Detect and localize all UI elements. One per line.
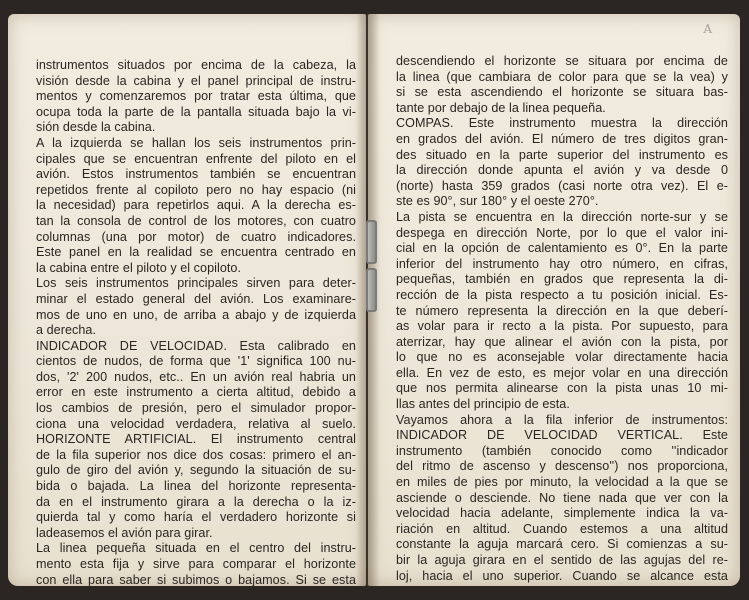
text-line: INDICADOR DE VELOCIDAD VERTICAL. Este <box>396 428 728 443</box>
text-line: des situado en la parte superior del instrumento es <box>396 147 728 162</box>
text-line: sión desde la cabina. <box>36 120 156 135</box>
text-line: mos de uno en uno, de arriba a abajo y de izquierda <box>36 307 356 322</box>
text-line: ciona una velocidad verdadera, relativa al suelo. <box>36 416 356 431</box>
text-line: te número representa la dirección en la que deberí- <box>396 303 728 318</box>
staple-top <box>366 220 377 264</box>
text-line: mentos y comenzaremos por tratar esta última, que <box>36 89 356 104</box>
staple-bottom <box>366 268 377 312</box>
text-line: INDICADOR DE VELOCIDAD. Esta calibrado en <box>36 338 356 353</box>
text-line: ste es 90°, sur 180° y el oeste 270°. <box>396 194 599 209</box>
text-line: cientos de nudos, de forma que '1' significa 100 nu- <box>36 354 356 369</box>
text-line: a derecha. <box>36 323 97 338</box>
text-line: instrumento (también conocido como ''indicador <box>396 443 728 458</box>
text-line: as volar para ir recto a la pista. Por supuesto, para <box>396 319 728 334</box>
text-line: La linea pequeña situada en el centro del instru- <box>36 541 356 556</box>
text-line: la linea (que cambiara de color para que se la vea) y <box>396 69 728 84</box>
text-line: repetidos frente al copiloto pero no hay espacio (ni <box>36 182 356 197</box>
text-line: loj, hacia el uno superior. Cuando se alcance esta <box>396 568 728 583</box>
text-line: cipales que se encuentran enfrente del piloto en el <box>36 151 356 166</box>
text-line: la dirección donde apunta el avión y va desde 0 <box>396 163 728 178</box>
text-line: de la fila superior nos dice dos cosas: primero el an- <box>36 447 356 462</box>
text-line: constante la aguja marcará cero. Si comienzas a su- <box>396 537 728 552</box>
text-line: Vayamos ahora a la fila inferior de instrumentos: <box>396 412 728 427</box>
text-line: error en este instrumento a cierta altitud, debido a <box>36 385 356 400</box>
text-line: instrumentos situados por encima de la cabeza, la <box>36 58 356 72</box>
text-line: pequeñas, también en grados que representa la di- <box>396 272 728 287</box>
text-line: quierda tal y como haría el verdadero horizonte si <box>36 510 356 525</box>
text-line: cial en la opción de calentamiento es 0°. En la parte <box>396 241 728 256</box>
text-line: bir la aguja girara en el sentido de las agujas del re- <box>396 553 728 567</box>
right-page-text <box>396 54 728 584</box>
text-line: mento esta fija y sirve para comparar el horizonte <box>36 557 356 571</box>
text-line: ocupa toda la parte de la pantalla situada bajo la vi- <box>36 104 356 119</box>
text-line: COMPAS. Este instrumento muestra la dirección <box>396 116 728 131</box>
text-line: asciende o desciende. No tiene nada que ver con la <box>396 490 728 505</box>
text-line: riación en altitud. Cuando estemos a una altitud <box>396 521 728 536</box>
text-line: inferior del instrumento hay otro número, en cifras, <box>396 256 728 271</box>
text-line: bida o bajada. La linea del horizonte representa- <box>36 479 356 494</box>
text-line: descendiendo el horizonte se situara por encima de <box>396 54 728 68</box>
text-line: rección de la pista respecto a tu posición inicial. Es- <box>396 287 728 302</box>
text-line: (norte) hasta 359 grados (casi norte otra vez). El e- <box>396 178 728 193</box>
text-line: lo que no es aconsejable volar directamente hacia <box>396 350 728 365</box>
text-line: visión desde la cabina y el panel principal de instru- <box>36 73 356 88</box>
text-line: los cambios de presión, pero el simulador propor- <box>36 401 356 416</box>
text-line: la cabina entre el piloto y el copiloto. <box>36 260 242 275</box>
text-line: del ritmo de ascenso y descenso'') nos proporciona, <box>396 459 728 474</box>
text-line: tante por debajo de la linea pequeña. <box>396 100 606 115</box>
text-line: tan la consola de control de los motores, con cuatro <box>36 213 356 228</box>
text-line: ladeasemos el avión para girar. <box>36 525 213 540</box>
text-line: ella. En vez de esto, es mejor volar en una dirección <box>396 365 728 380</box>
left-page-text <box>36 58 356 586</box>
text-line: La pista se encuentra en la dirección norte-sur y se <box>396 209 728 224</box>
text-line: la necesidad) para repetirlos aqui. A la derecha es- <box>36 198 356 213</box>
text-line: dos, '2' 200 nudos, etc.. En un avión real habria un <box>36 369 356 384</box>
text-line: minar el estado general del avión. Los examinare- <box>36 291 356 306</box>
text-line: con ella para saber si subimos o bajamos. Si se esta <box>36 572 356 586</box>
text-line: que nos permita alinearse con la pista unas 10 mi- <box>396 381 728 396</box>
text-line: da en el instrumento girara a la derecha o la iz- <box>36 494 356 509</box>
left-page <box>8 14 366 586</box>
page-corner-mark: A <box>703 22 712 36</box>
text-line: en miles de pies por minuto, la velocidad a la que se <box>396 475 728 490</box>
right-page <box>368 14 740 586</box>
text-line: aterrizar, hay que alinear el avión con la pista, por <box>396 334 728 349</box>
text-line: si se esta ascendiendo el horizonte se situara bas- <box>396 85 728 100</box>
text-line: avión. Estos instrumentos también se encuentran <box>36 167 356 182</box>
text-line: Los seis instrumentos principales sirven para deter- <box>36 276 356 291</box>
text-line: columnas (una por motor) de cuatro indicadores. <box>36 229 356 244</box>
text-line: velocidad hacia adelante, simplemente indica la va- <box>396 506 728 521</box>
text-line: llas antes del principio de esta. <box>396 397 570 412</box>
text-line: despega en dirección Norte, por lo que el valor ini- <box>396 225 728 240</box>
text-line: en grados del avión. El número de tres digitos gran- <box>396 131 728 146</box>
text-line: Este panel en la realidad se encuentra centrado en <box>36 245 356 260</box>
text-line: A la izquierda se hallan los seis instrumentos prin- <box>36 135 356 150</box>
text-line: gulo de giro del avión y, segundo la situación de su- <box>36 463 356 478</box>
text-line: HORIZONTE ARTIFICIAL. El instrumento central <box>36 432 356 447</box>
